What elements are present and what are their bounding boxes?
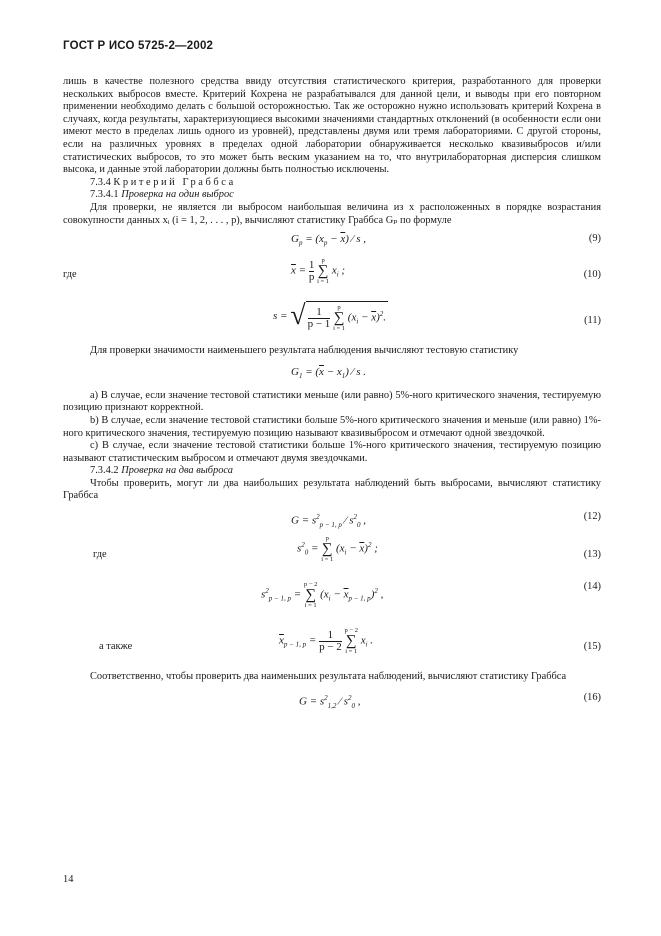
equation-10-expr: $\overline{x}$ = $\frac{1}{p}$ p ∑ i = 1 $x_i$ ; [291, 257, 346, 286]
equation-9 [63, 227, 601, 255]
equation-number: (10) [583, 269, 601, 281]
section-heading-7-3-4: 7.3.4 Критерий Граббса [90, 176, 236, 188]
paragraph-min-test: Для проверки значимости наименьшего результата наблюдения вычисляют тестовую статистику [90, 345, 519, 357]
equation-number: (16) [583, 691, 601, 703]
where-label: где [93, 549, 107, 561]
equation-14 [63, 577, 601, 625]
document-header: ГОСТ Р ИСО 5725-2—2002 [63, 40, 214, 52]
paragraph-two-outliers: Чтобы проверить, могут ли два наибольших результата наблюдений быть выбросами, вычисляют статистику Граббса [63, 477, 601, 502]
equation-9-expr: $G_p = (x_p - \overline{x})$ ⁄ s , [291, 233, 367, 248]
equation-12-expr: $G = s^2_{p - 1, p}$ ⁄ $s^2_0$ , [291, 513, 367, 529]
equation-11 [63, 299, 601, 345]
equation-13 [63, 535, 601, 577]
equation-13-expr: $s^2_0$ = p ∑ i = 1 $(x_i - \overline{x})^2$ ; [297, 535, 378, 564]
equation-15 [63, 625, 601, 671]
where-label: где [63, 269, 77, 281]
paragraph-two-smallest: Соответственно, чтобы проверить два наименьших результата наблюдений, вычисляют статистику Граббса [90, 671, 567, 683]
equation-10 [63, 255, 601, 299]
page-body [63, 76, 601, 716]
equation-g1 [63, 358, 601, 390]
section-heading-7-3-4-2: 7.3.4.2 Проверка на два выброса [90, 465, 233, 477]
paragraph-case-c: c) В случае, если значение тестовой статистики больше 1%-ного критического значения, тестируемую позицию называют статистическим выбросом и отмечают двумя звездочками. [63, 440, 601, 464]
page-number: 14 [63, 874, 74, 885]
equation-16 [63, 684, 601, 716]
equation-16-expr: $G = s^2_{1,2}$ ⁄ $s^2_0$ , [299, 693, 361, 710]
paragraph-case-a: a) В случае, если значение тестовой статистики меньше (или равно) 5%-ного критического значения, тестируемую позицию признают корректной. [63, 389, 601, 414]
equation-number: (9) [588, 233, 601, 245]
equation-number: (14) [583, 581, 601, 593]
equation-number: (15) [583, 641, 601, 653]
paragraph-cochran-note: лишь в качестве полезного средства ввиду отсутствия статистического критерия, разработанного для проверки нескольких выбросов вместе. Критерий Кохрена не разрабатывался для данной цели, и выводы при его повторном применении необходимо делать с большой осторожностью. Так же осторожно нужно использовать критерий Кохрена в случаях, когда результаты, характеризующиеся высокими значениями стандартных отклонений (в особенности если они имеют место в пределах лишь одного из уровней), представлены двумя или тремя лабораториями. С другой стороны, если на различных уровнях в пределах одной лаборатории обнаруживается несколько квазивыбросов и/или статистических выбросов, то это может быть веским указанием на то, что внутрилабораторная дисперсия слишком высока, и данные этой лаборатории должны быть полностью исключены. [63, 76, 601, 176]
equation-number: (12) [583, 511, 601, 523]
equation-11-expr: s = √ $\frac{1}{p - 1}$ p ∑ i = 1 $(x_i - \overline{x})^2$. [273, 300, 387, 333]
section-heading-7-3-4-1: 7.3.4.1 Проверка на один выброс [90, 189, 234, 201]
equation-number: (13) [583, 549, 601, 561]
equation-g1-expr: $G_1 = (\overline{x} - x_1)$ ⁄ s . [291, 365, 367, 380]
equation-12 [63, 503, 601, 535]
also-label: а также [99, 641, 133, 653]
equation-15-expr: $\overline{x}_{p - 1, p}$ = $\frac{1}{p - 2}$ p − 2 ∑ i = 1 $x_i$ . [279, 627, 374, 656]
equation-14-expr: $s^2_{p - 1, p}$ = p − 2 ∑ i = 1 $(x_i - \overline{x}_{p - 1, p})^2$ , [261, 581, 384, 610]
paragraph-grubbs-single: Для проверки, не является ли выбросом наибольшая величина из x расположенных в порядке возрастания совокупности данных xᵢ (i = 1, 2, . . . , p), вычисляют статистику Граббса Gₚ по формуле [63, 201, 601, 226]
equation-number: (11) [584, 315, 601, 327]
paragraph-case-b: b) В случае, если значение тестовой статистики больше 5%-ного критического значения и меньше (или равно) 1%-ного критического значения, тестируемую позицию называют квазивыбросом и отмечают одной звездочкой. [63, 414, 601, 439]
